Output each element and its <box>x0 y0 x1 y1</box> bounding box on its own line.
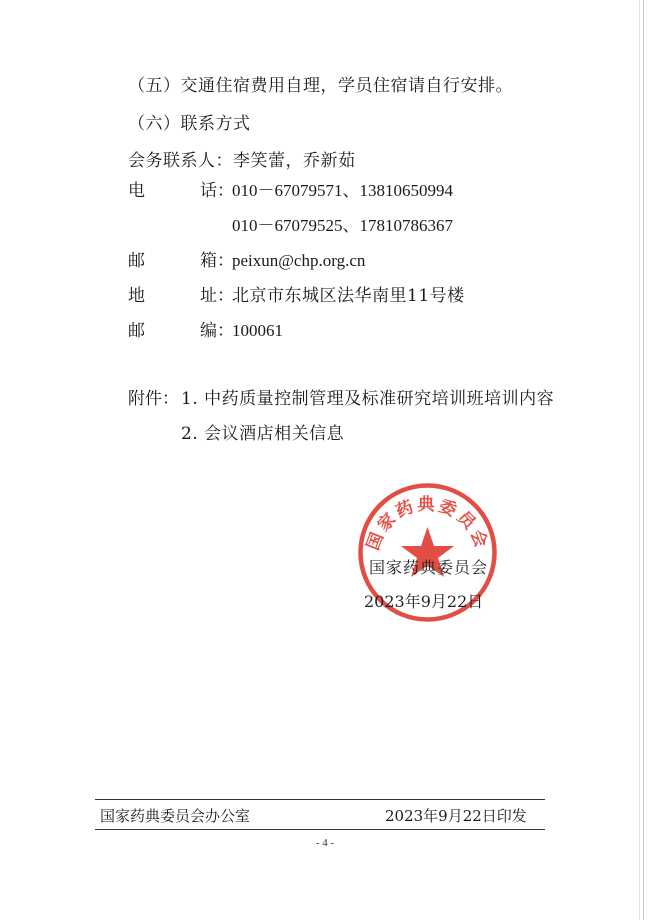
phone-label-char-2: 话： <box>200 181 234 201</box>
footer-bottom-rule <box>95 829 545 830</box>
signature-date: 2023年9月22日 <box>364 592 484 611</box>
signature-organization: 国家药典委员会 <box>369 558 489 577</box>
postcode-label-char-2: 编： <box>200 321 234 341</box>
postcode-label-char-1: 邮 <box>128 321 145 341</box>
item-6-contact-heading: （六）联系方式 <box>128 114 251 134</box>
contact-persons-label: 会务联系人： <box>128 151 233 171</box>
address-label-char-1: 地 <box>128 286 145 306</box>
seal-text: 国家药典委员会 <box>363 494 492 554</box>
phone-value-2: 010－67079525、17810786367 <box>232 216 453 235</box>
contact-persons-value: 李笑蕾，乔新茹 <box>233 151 356 171</box>
attachments-label: 附件： <box>128 389 179 409</box>
contact-persons-row <box>128 150 356 172</box>
page-number: - 4 - <box>315 837 335 849</box>
footer-print-date: 2023年9月22日印发 <box>385 807 527 825</box>
scan-edge-line <box>643 0 644 920</box>
email-label-char-1: 邮 <box>128 251 145 271</box>
attachment-item-2: 2. 会议酒店相关信息 <box>181 424 345 444</box>
item-5-transport-accommodation: （五）交通住宿费用自理，学员住宿请自行安排。 <box>128 76 513 96</box>
postcode-value: 100061 <box>232 321 283 340</box>
address-label-char-2: 址： <box>200 286 234 306</box>
attachment-item-1: 1. 中药质量控制管理及标准研究培训班培训内容 <box>181 389 555 409</box>
scan-edge-line-inner <box>639 0 640 920</box>
phone-label-char-1: 电 <box>128 181 145 201</box>
address-value: 北京市东城区法华南里11号楼 <box>232 286 465 306</box>
email-value[interactable]: peixun@chp.org.cn <box>232 251 366 270</box>
email-label-char-2: 箱： <box>200 251 234 271</box>
footer-issuer: 国家药典委员会办公室 <box>100 807 251 825</box>
footer-top-rule <box>95 799 545 800</box>
phone-value-1: 010－67079571、13810650994 <box>232 181 453 200</box>
